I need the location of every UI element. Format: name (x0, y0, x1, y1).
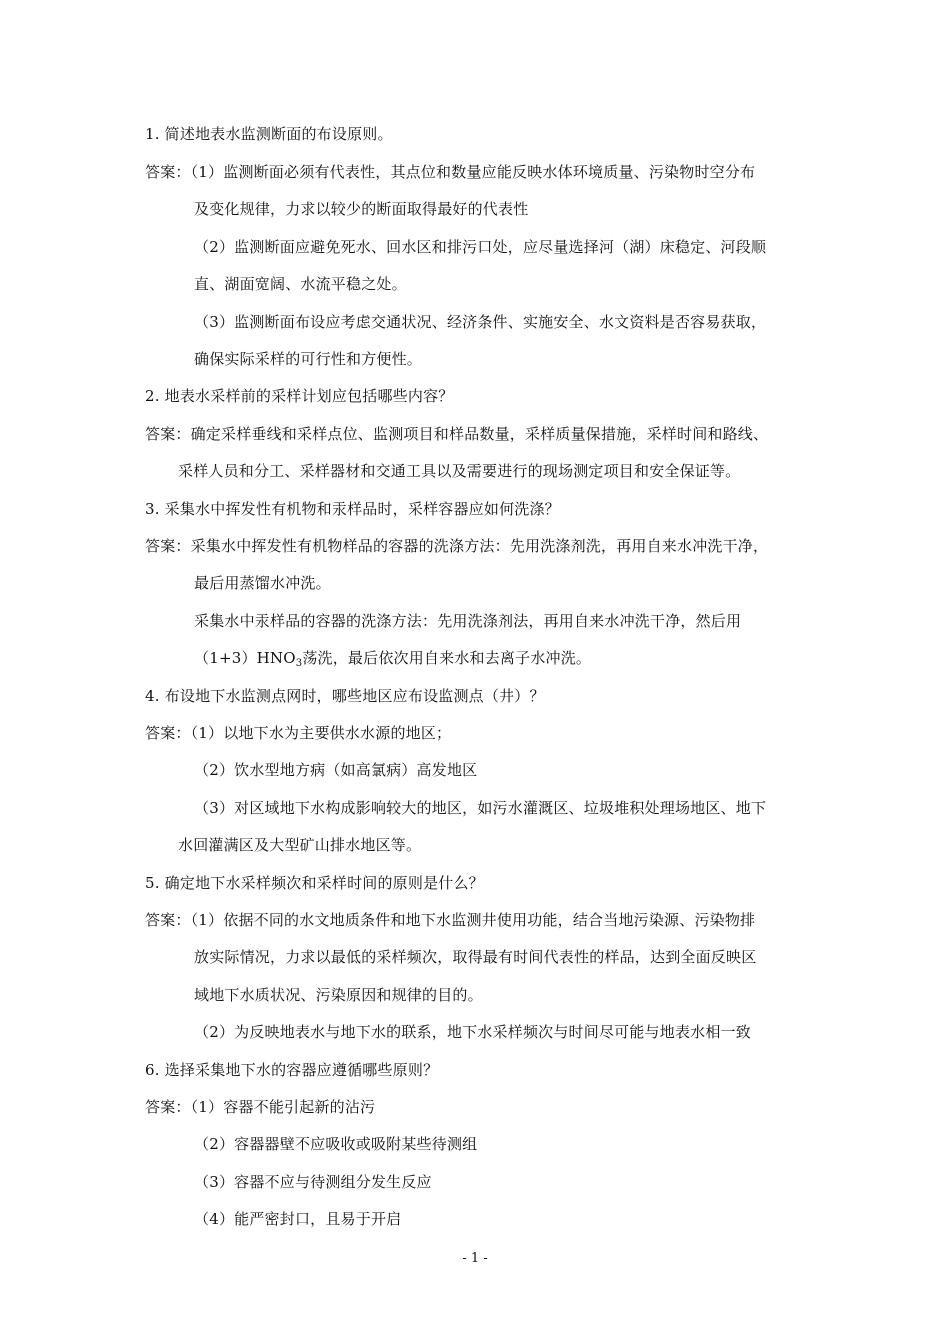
answer-1-line-1: 答案：（1）监测断面必须有代表性，其点位和数量应能反映水体环境质量、污染物时空分布 (145, 163, 756, 181)
answer-4-line-2: （2）饮水型地方病（如高氯病）高发地区 (194, 761, 478, 779)
question-4: 4. 布设地下水监测点网时，哪些地区应布设监测点（井）？ (145, 687, 545, 705)
question-5: 5. 确定地下水采样频次和采样时间的原则是什么？ (145, 874, 484, 892)
answer-3-line-4 (194, 648, 591, 668)
answer-4-line-1: 答案：（1）以地下水为主要供水水源的地区； (145, 724, 452, 742)
hno3-prefix: （1+3）HNO (194, 649, 296, 667)
answer-4-line-4: 水回灌满区及大型矿山排水地区等。 (178, 836, 422, 854)
answer-1-line-3: （2）监测断面应避免死水、回水区和排污口处，应尽量选择河（湖）床稳定、河段顺 (194, 238, 767, 256)
answer-2-line-1: 答案：确定采样垂线和采样点位、监测项目和样品数量，采样质量保措施，采样时间和路线、 (145, 425, 769, 443)
page-number: - 1 - (462, 1251, 488, 1266)
question-1: 1. 简述地表水监测断面的布设原则。 (145, 125, 393, 143)
answer-3-line-2: 最后用蒸馏水冲洗。 (194, 574, 331, 592)
answer-5-line-3: 域地下水质状况、污染原因和规律的目的。 (194, 986, 483, 1004)
answer-1-line-2: 及变化规律，力求以较少的断面取得最好的代表性 (194, 200, 529, 218)
answer-6-line-4: （4）能严密封口，且易于开启 (194, 1210, 402, 1228)
answer-6-line-3: （3）容器不应与待测组分发生反应 (194, 1173, 432, 1191)
answer-6-line-2: （2）容器器壁不应吸收或吸附某些待测组 (194, 1135, 478, 1153)
answer-4-line-3: （3）对区域地下水构成影响较大的地区，如污水灌溉区、垃圾堆积处理场地区、地下 (194, 799, 767, 817)
hno3-subscript: 3 (295, 658, 303, 669)
question-2: 2. 地表水采样前的采样计划应包括哪些内容？ (145, 387, 454, 405)
answer-3-line-1: 答案：采集水中挥发性有机物样品的容器的洗涤方法：先用洗涤剂洗，再用自来水冲洗干净， (145, 537, 769, 555)
answer-3-line-4-rest: 荡洗，最后依次用自来水和去离子水冲洗。 (302, 649, 592, 667)
answer-1-line-5: （3）监测断面布设应考虑交通状况、经济条件、实施安全、水文资料是否容易获取， (194, 313, 767, 331)
answer-6-line-1: 答案：（1）容器不能引起新的沾污 (145, 1098, 376, 1116)
answer-5-line-4: （2）为反映地表水与地下水的联系，地下水采样频次与时间尽可能与地表水相一致 (194, 1023, 751, 1041)
answer-5-line-1: 答案：（1）依据不同的水文地质条件和地下水监测井使用功能，结合当地污染源、污染物排 (145, 911, 756, 929)
question-6: 6. 选择采集地下水的容器应遵循哪些原则？ (145, 1061, 439, 1079)
question-3: 3. 采集水中挥发性有机物和汞样品时，采样容器应如何洗涤？ (145, 500, 560, 518)
answer-3-line-3: 采集水中汞样品的容器的洗涤方法：先用洗涤剂法，再用自来水冲洗干净，然后用 (194, 612, 742, 630)
answer-1-line-4: 直、湖面宽阔、水流平稳之处。 (194, 275, 407, 293)
answer-2-line-2: 采样人员和分工、采样器材和交通工具以及需要进行的现场测定项目和安全保证等。 (178, 462, 741, 480)
answer-5-line-2: 放实际情况，力求以最低的采样频次，取得最有时间代表性的样品，达到全面反映区 (194, 948, 757, 966)
answer-1-line-6: 确保实际采样的可行性和方便性。 (194, 350, 423, 368)
